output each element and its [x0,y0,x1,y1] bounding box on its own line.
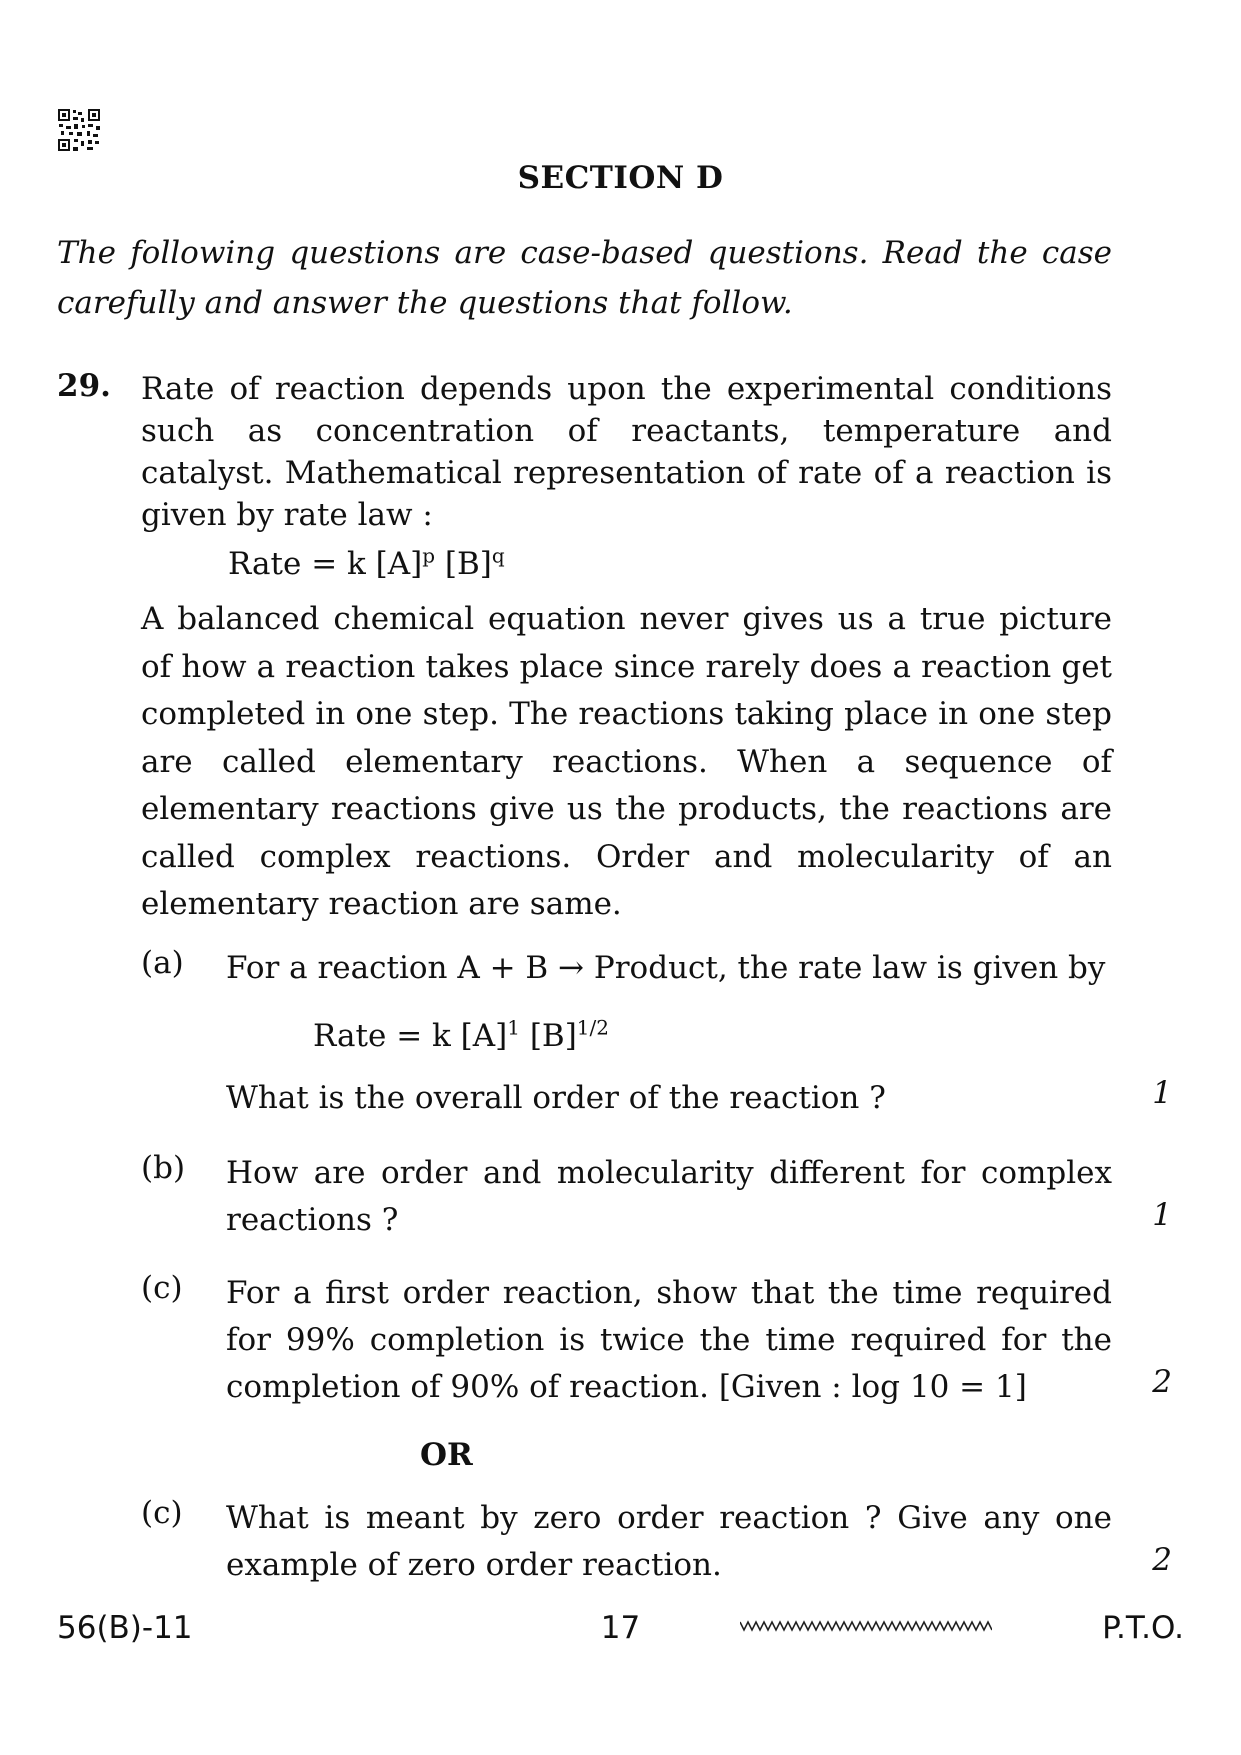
part-c-text: For a first order reaction, show that the time required for 99% completion is twice the time required for the completion of 90% of reaction. [Given : log 10 = 1] [226,1275,1112,1405]
part-c-label: (c) [141,1270,183,1306]
part-c-alt-marks: 2 [1152,1542,1172,1578]
part-b-text: How are order and molecularity different for complex reactions ? [226,1155,1112,1238]
part-c-alt-label: (c) [141,1495,183,1531]
please-turn-over: P.T.O. [1102,1610,1184,1646]
question-intro: Rate of reaction depends upon the experimental conditions such as concentration of reactants, temperature and catalyst. Mathematical representation of rate of a reaction is given by rate law : [141,371,1112,533]
part-a-label: (a) [141,945,184,981]
decorative-squiggle-line [740,1616,992,1636]
question-passage: A balanced chemical equation never gives us a true picture of how a reaction takes place since rarely does a reaction get completed in one step. The reactions taking place in one step are called elementary reactions. When a sequence of elementary reactions give us the products, the reactions are called complex reactions. Order and molecularity of an elementary reaction are same. [141,601,1112,922]
question-number: 29. [57,368,111,404]
rate-law-mid: [B] [435,546,492,582]
rate-law-formula [228,543,505,582]
part-a-marks: 1 [1152,1075,1172,1111]
part-b-label: (b) [141,1150,186,1186]
or-separator: OR [420,1437,473,1473]
part-a-question: What is the overall order of the reaction ? [226,1080,886,1116]
rate-law-exp-a: p [422,543,436,568]
page-number: 17 [600,1610,641,1646]
part-a-text: For a reaction A + B → Product, the rate law is given by [226,950,1106,986]
part-a-formula-exp-b: 1/2 [576,1015,609,1040]
section-title: SECTION D [517,160,724,196]
part-c-marks: 2 [1152,1364,1172,1400]
part-a-formula-mid: [B] [519,1018,577,1054]
rate-law-exp-b: q [491,543,505,568]
rate-law-prefix: Rate = k [A] [228,546,423,582]
instructions: The following questions are case-based questions. Read the case carefully and answer the questions that follow. [57,235,1112,321]
paper-code: 56(B)-11 [57,1610,193,1646]
part-b-marks: 1 [1152,1197,1172,1233]
part-a-formula-exp-a: 1 [507,1015,520,1040]
part-a-formula-prefix: Rate = k [A] [313,1018,508,1054]
part-c-alt-text: What is meant by zero order reaction ? Give any one example of zero order reaction. [226,1500,1112,1583]
qr-code [57,108,101,152]
part-a-formula [313,1015,609,1054]
